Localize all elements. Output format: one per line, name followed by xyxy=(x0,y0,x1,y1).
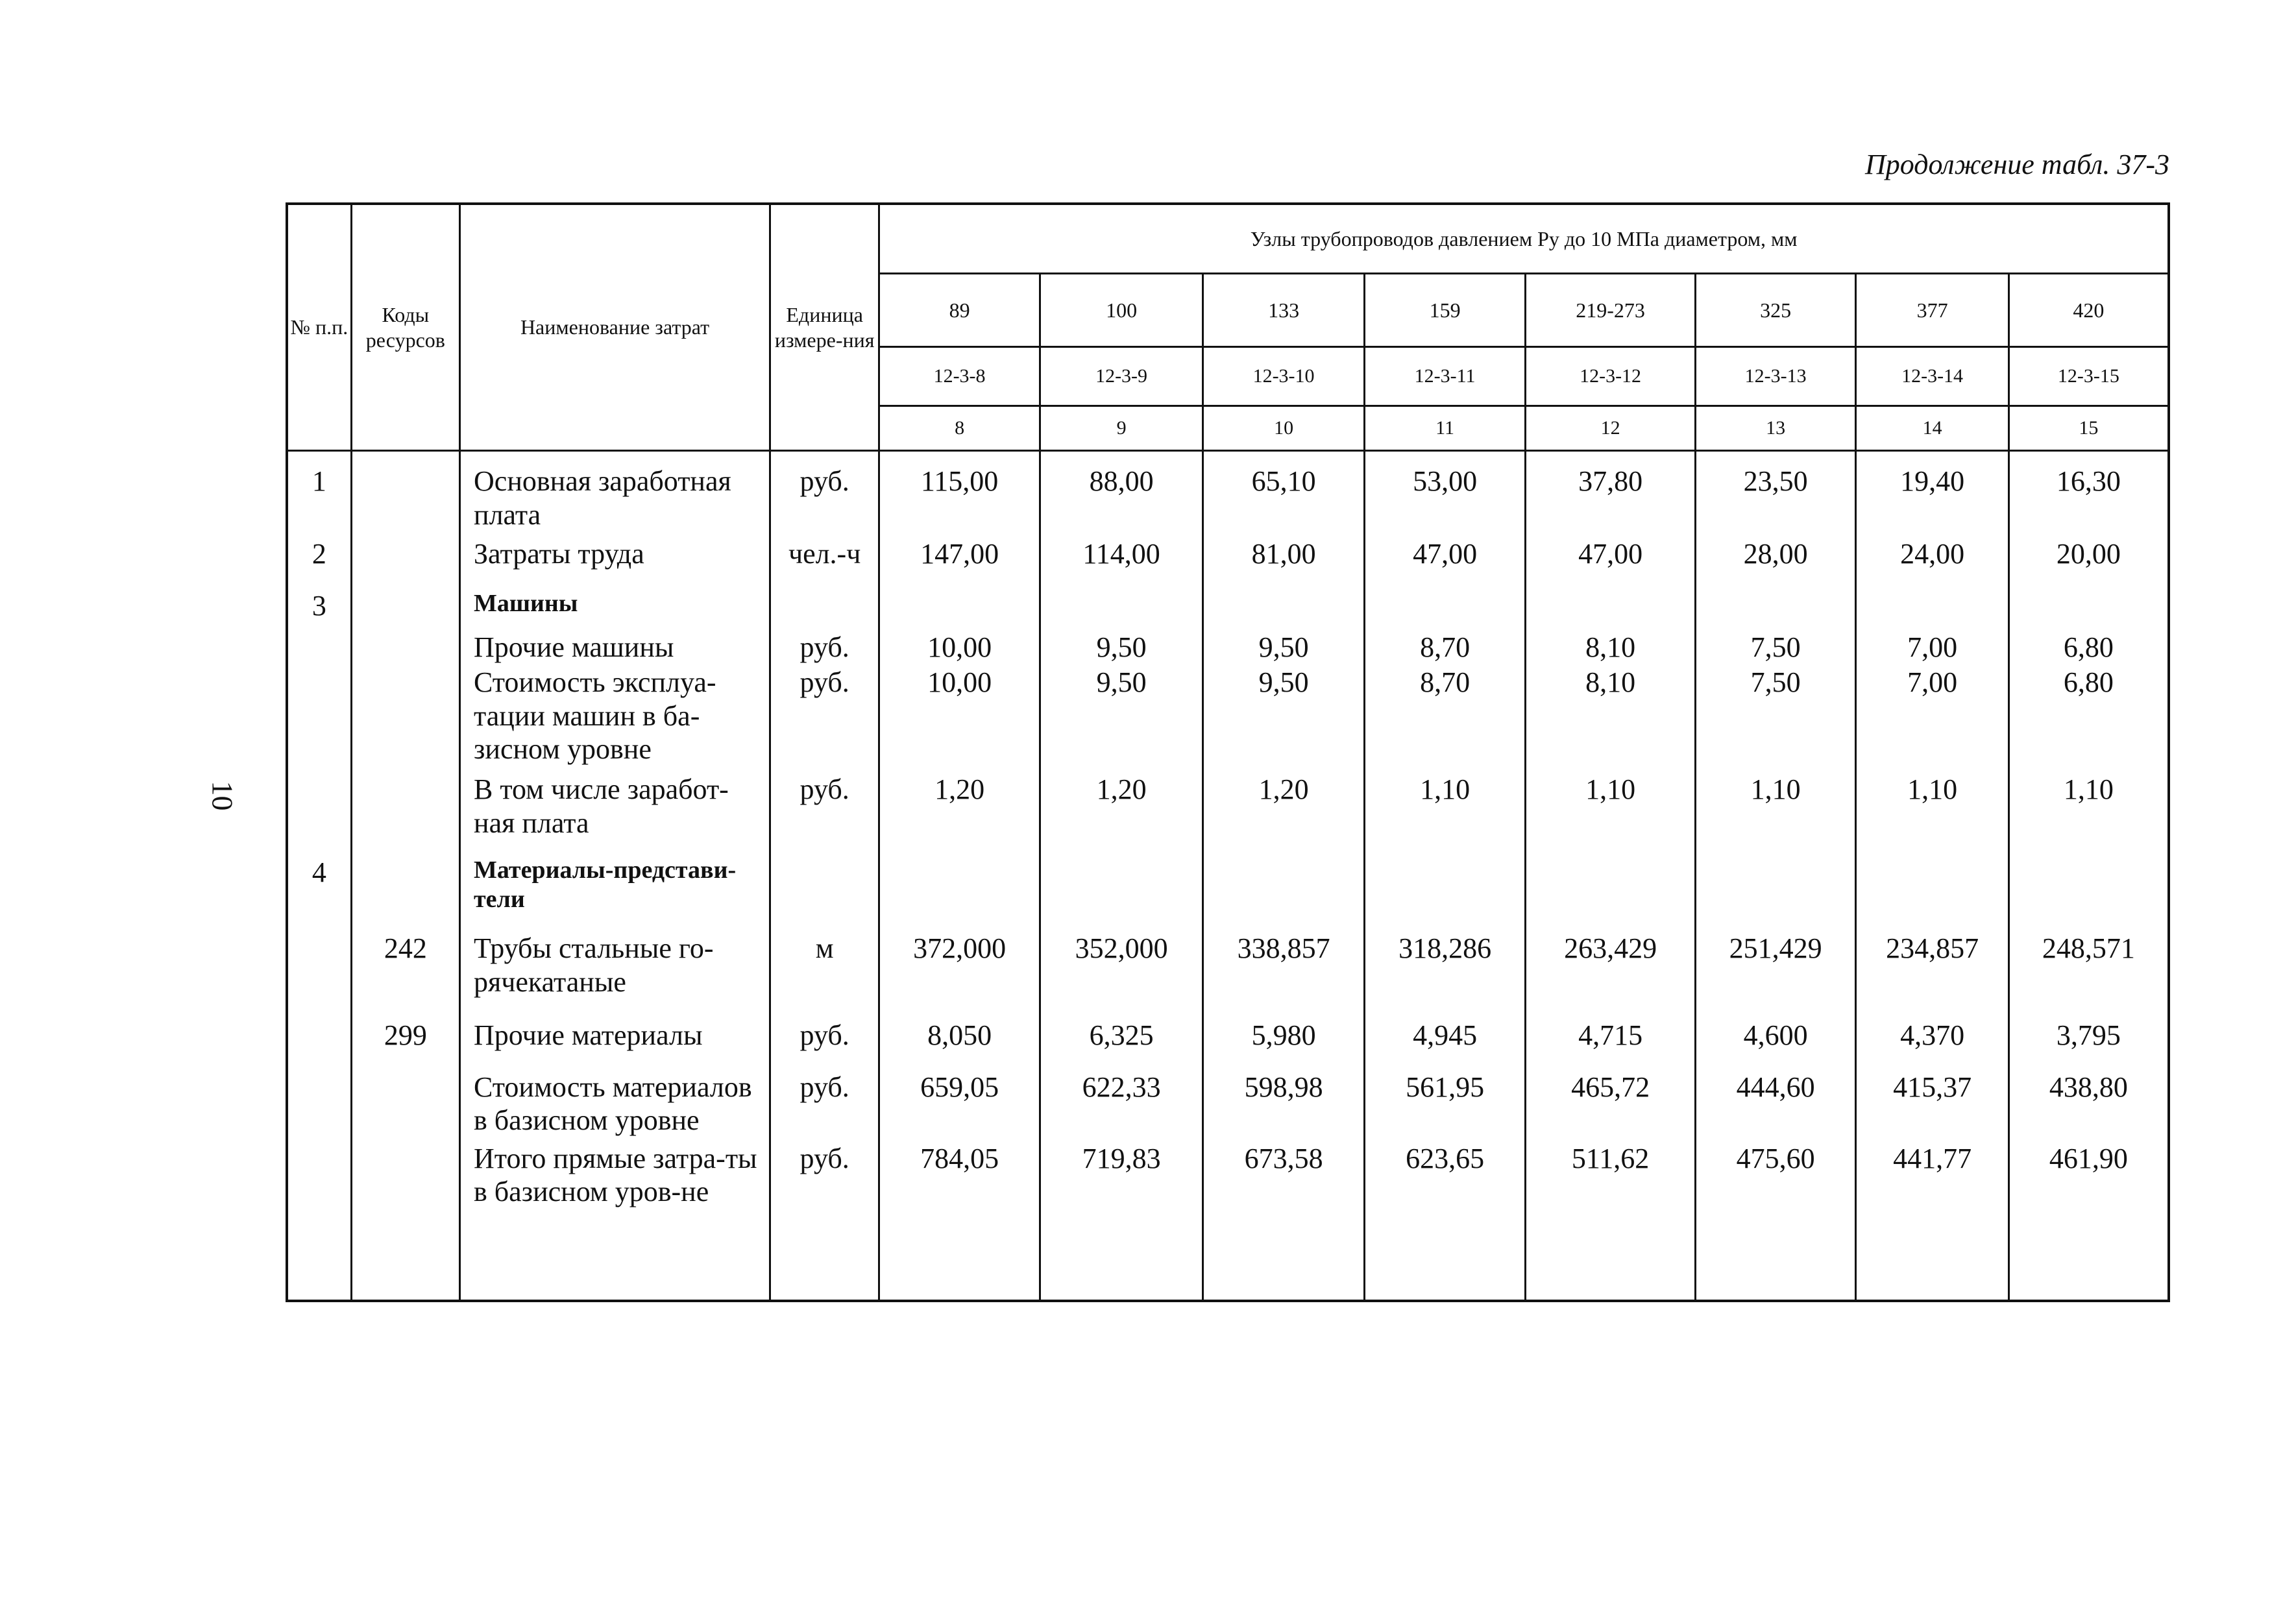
header-code: 12-3-10 xyxy=(1203,347,1365,406)
value-cell: 673,58 xyxy=(1203,1142,1365,1301)
unit: руб. xyxy=(770,631,879,666)
unit: м xyxy=(770,932,879,1018)
header-diameter: 377 xyxy=(1856,274,2008,347)
value-cell xyxy=(1040,856,1203,932)
table-row xyxy=(287,1071,2169,1142)
value-cell: 248,571 xyxy=(2008,932,2169,1018)
row-number xyxy=(287,666,351,773)
cost-name: Основная заработная плата xyxy=(460,451,770,537)
value-cell: 7,00 xyxy=(1856,666,2008,773)
value-cell xyxy=(1364,856,1526,932)
cost-name: Машины xyxy=(460,589,770,631)
header-code: 12-3-9 xyxy=(1040,347,1203,406)
value-cell: 9,50 xyxy=(1040,631,1203,666)
value-cell xyxy=(2008,589,2169,631)
value-cell xyxy=(2008,856,2169,932)
row-number xyxy=(287,631,351,666)
value-cell: 444,60 xyxy=(1695,1071,1856,1142)
value-cell xyxy=(1695,589,1856,631)
value-cell: 9,50 xyxy=(1203,666,1365,773)
value-cell: 465,72 xyxy=(1526,1071,1696,1142)
value-cell: 3,795 xyxy=(2008,1019,2169,1071)
value-cell: 1,10 xyxy=(1856,773,2008,856)
value-cell: 1,10 xyxy=(1364,773,1526,856)
cost-name: Стоимость материалов в базисном уровне xyxy=(460,1071,770,1142)
value-cell xyxy=(1526,589,1696,631)
cost-name: Прочие машины xyxy=(460,631,770,666)
value-cell: 6,325 xyxy=(1040,1019,1203,1071)
value-cell: 4,945 xyxy=(1364,1019,1526,1071)
value-cell: 1,10 xyxy=(2008,773,2169,856)
header-diameter: 133 xyxy=(1203,274,1365,347)
resource-code xyxy=(351,451,459,537)
value-cell: 88,00 xyxy=(1040,451,1203,537)
value-cell: 7,50 xyxy=(1695,666,1856,773)
value-cell: 147,00 xyxy=(879,537,1040,589)
value-cell: 28,00 xyxy=(1695,537,1856,589)
value-cell: 659,05 xyxy=(879,1071,1040,1142)
value-cell: 8,10 xyxy=(1526,631,1696,666)
value-cell: 6,80 xyxy=(2008,631,2169,666)
table-row xyxy=(287,589,2169,631)
header-diameter: 420 xyxy=(2008,274,2169,347)
unit: руб. xyxy=(770,1071,879,1142)
table-row xyxy=(287,773,2169,856)
table-row xyxy=(287,1142,2169,1301)
cost-name: Прочие материалы xyxy=(460,1019,770,1071)
value-cell: 16,30 xyxy=(2008,451,2169,537)
unit: руб. xyxy=(770,451,879,537)
value-cell: 1,20 xyxy=(1203,773,1365,856)
table-row xyxy=(287,666,2169,773)
table-row xyxy=(287,932,2169,1018)
value-cell: 24,00 xyxy=(1856,537,2008,589)
resource-code xyxy=(351,631,459,666)
unit: руб. xyxy=(770,773,879,856)
row-number xyxy=(287,932,351,1018)
table-row xyxy=(287,856,2169,932)
cost-name: Стоимость эксплуа-тации машин в ба-зисном уровне xyxy=(460,666,770,773)
resource-code xyxy=(351,1142,459,1301)
header-column-number: 10 xyxy=(1203,406,1365,450)
unit: руб. xyxy=(770,666,879,773)
value-cell xyxy=(1526,856,1696,932)
value-cell: 622,33 xyxy=(1040,1071,1203,1142)
header-code: 12-3-11 xyxy=(1364,347,1526,406)
value-cell: 263,429 xyxy=(1526,932,1696,1018)
value-cell: 461,90 xyxy=(2008,1142,2169,1301)
value-cell: 352,000 xyxy=(1040,932,1203,1018)
resource-code xyxy=(351,1071,459,1142)
table-row xyxy=(287,537,2169,589)
table-row xyxy=(287,1019,2169,1071)
cost-name: Трубы стальные го-рячекатаные xyxy=(460,932,770,1018)
header-diameter: 159 xyxy=(1364,274,1526,347)
value-cell: 114,00 xyxy=(1040,537,1203,589)
unit: чел.-ч xyxy=(770,537,879,589)
resource-code xyxy=(351,666,459,773)
value-cell: 318,286 xyxy=(1364,932,1526,1018)
row-number: 4 xyxy=(287,856,351,932)
value-cell: 1,20 xyxy=(1040,773,1203,856)
value-cell: 511,62 xyxy=(1526,1142,1696,1301)
value-cell: 623,65 xyxy=(1364,1142,1526,1301)
resource-code xyxy=(351,856,459,932)
value-cell: 81,00 xyxy=(1203,537,1365,589)
value-cell: 1,20 xyxy=(879,773,1040,856)
table-row xyxy=(287,451,2169,537)
header-code: 12-3-15 xyxy=(2008,347,2169,406)
header-column-number: 9 xyxy=(1040,406,1203,450)
unit: руб. xyxy=(770,1019,879,1071)
value-cell: 475,60 xyxy=(1695,1142,1856,1301)
value-cell: 20,00 xyxy=(2008,537,2169,589)
value-cell: 338,857 xyxy=(1203,932,1365,1018)
header-diameter: 325 xyxy=(1695,274,1856,347)
value-cell: 8,050 xyxy=(879,1019,1040,1071)
header-codes: Коды ресурсов xyxy=(351,204,459,451)
unit: руб. xyxy=(770,1142,879,1301)
value-cell: 7,50 xyxy=(1695,631,1856,666)
value-cell: 1,10 xyxy=(1695,773,1856,856)
value-cell: 65,10 xyxy=(1203,451,1365,537)
value-cell: 19,40 xyxy=(1856,451,2008,537)
cost-name: Затраты труда xyxy=(460,537,770,589)
value-cell xyxy=(879,856,1040,932)
header-diameter: 89 xyxy=(879,274,1040,347)
row-number: 1 xyxy=(287,451,351,537)
row-number xyxy=(287,1071,351,1142)
value-cell: 8,70 xyxy=(1364,666,1526,773)
value-cell: 4,600 xyxy=(1695,1019,1856,1071)
value-cell xyxy=(879,589,1040,631)
value-cell: 8,10 xyxy=(1526,666,1696,773)
value-cell: 561,95 xyxy=(1364,1071,1526,1142)
unit xyxy=(770,589,879,631)
header-column-number: 14 xyxy=(1856,406,2008,450)
value-cell: 441,77 xyxy=(1856,1142,2008,1301)
value-cell: 4,715 xyxy=(1526,1019,1696,1071)
cost-name: Итого прямые затра-ты в базисном уров-не xyxy=(460,1142,770,1301)
value-cell xyxy=(1364,589,1526,631)
cost-name: Материалы-представи-тели xyxy=(460,856,770,932)
resource-code: 242 xyxy=(351,932,459,1018)
page-number: 10 xyxy=(206,781,239,811)
value-cell: 10,00 xyxy=(879,631,1040,666)
value-cell: 1,10 xyxy=(1526,773,1696,856)
header-code: 12-3-13 xyxy=(1695,347,1856,406)
header-unit: Единица измере-ния xyxy=(770,204,879,451)
header-diameter: 219-273 xyxy=(1526,274,1696,347)
cost-table xyxy=(286,202,2170,1302)
header-name: Наименование затрат xyxy=(460,204,770,451)
value-cell xyxy=(1856,589,2008,631)
value-cell: 9,50 xyxy=(1203,631,1365,666)
value-cell: 784,05 xyxy=(879,1142,1040,1301)
resource-code xyxy=(351,537,459,589)
value-cell xyxy=(1203,589,1365,631)
row-number xyxy=(287,773,351,856)
value-cell: 598,98 xyxy=(1203,1071,1365,1142)
header-code: 12-3-8 xyxy=(879,347,1040,406)
value-cell: 47,00 xyxy=(1526,537,1696,589)
value-cell: 37,80 xyxy=(1526,451,1696,537)
value-cell: 47,00 xyxy=(1364,537,1526,589)
header-column-number: 13 xyxy=(1695,406,1856,450)
value-cell: 23,50 xyxy=(1695,451,1856,537)
header-column-number: 12 xyxy=(1526,406,1696,450)
resource-code: 299 xyxy=(351,1019,459,1071)
row-number: 3 xyxy=(287,589,351,631)
cost-name: В том числе заработ-ная плата xyxy=(460,773,770,856)
value-cell: 438,80 xyxy=(2008,1071,2169,1142)
value-cell: 53,00 xyxy=(1364,451,1526,537)
resource-code xyxy=(351,589,459,631)
value-cell xyxy=(1040,589,1203,631)
value-cell: 5,980 xyxy=(1203,1019,1365,1071)
header-code: 12-3-14 xyxy=(1856,347,2008,406)
value-cell xyxy=(1856,856,2008,932)
header-no: № п.п. xyxy=(287,204,351,451)
value-cell: 9,50 xyxy=(1040,666,1203,773)
value-cell xyxy=(1203,856,1365,932)
value-cell: 415,37 xyxy=(1856,1071,2008,1142)
value-cell: 4,370 xyxy=(1856,1019,2008,1071)
value-cell: 234,857 xyxy=(1856,932,2008,1018)
header-column-number: 15 xyxy=(2008,406,2169,450)
value-cell: 719,83 xyxy=(1040,1142,1203,1301)
header-column-number: 11 xyxy=(1364,406,1526,450)
header-diameter: 100 xyxy=(1040,274,1203,347)
value-cell: 251,429 xyxy=(1695,932,1856,1018)
resource-code xyxy=(351,773,459,856)
header-code: 12-3-12 xyxy=(1526,347,1696,406)
value-cell: 372,000 xyxy=(879,932,1040,1018)
value-cell: 115,00 xyxy=(879,451,1040,537)
value-cell: 8,70 xyxy=(1364,631,1526,666)
table-caption: Продолжение табл. 37-3 xyxy=(1865,149,2169,180)
header-column-number: 8 xyxy=(879,406,1040,450)
row-number: 2 xyxy=(287,537,351,589)
value-cell: 10,00 xyxy=(879,666,1040,773)
row-number xyxy=(287,1142,351,1301)
table-row xyxy=(287,631,2169,666)
value-cell: 7,00 xyxy=(1856,631,2008,666)
value-cell: 6,80 xyxy=(2008,666,2169,773)
header-group-title: Узлы трубопроводов давлением Pу до 10 МПа диаметром, мм xyxy=(879,204,2169,274)
unit xyxy=(770,856,879,932)
row-number xyxy=(287,1019,351,1071)
value-cell xyxy=(1695,856,1856,932)
